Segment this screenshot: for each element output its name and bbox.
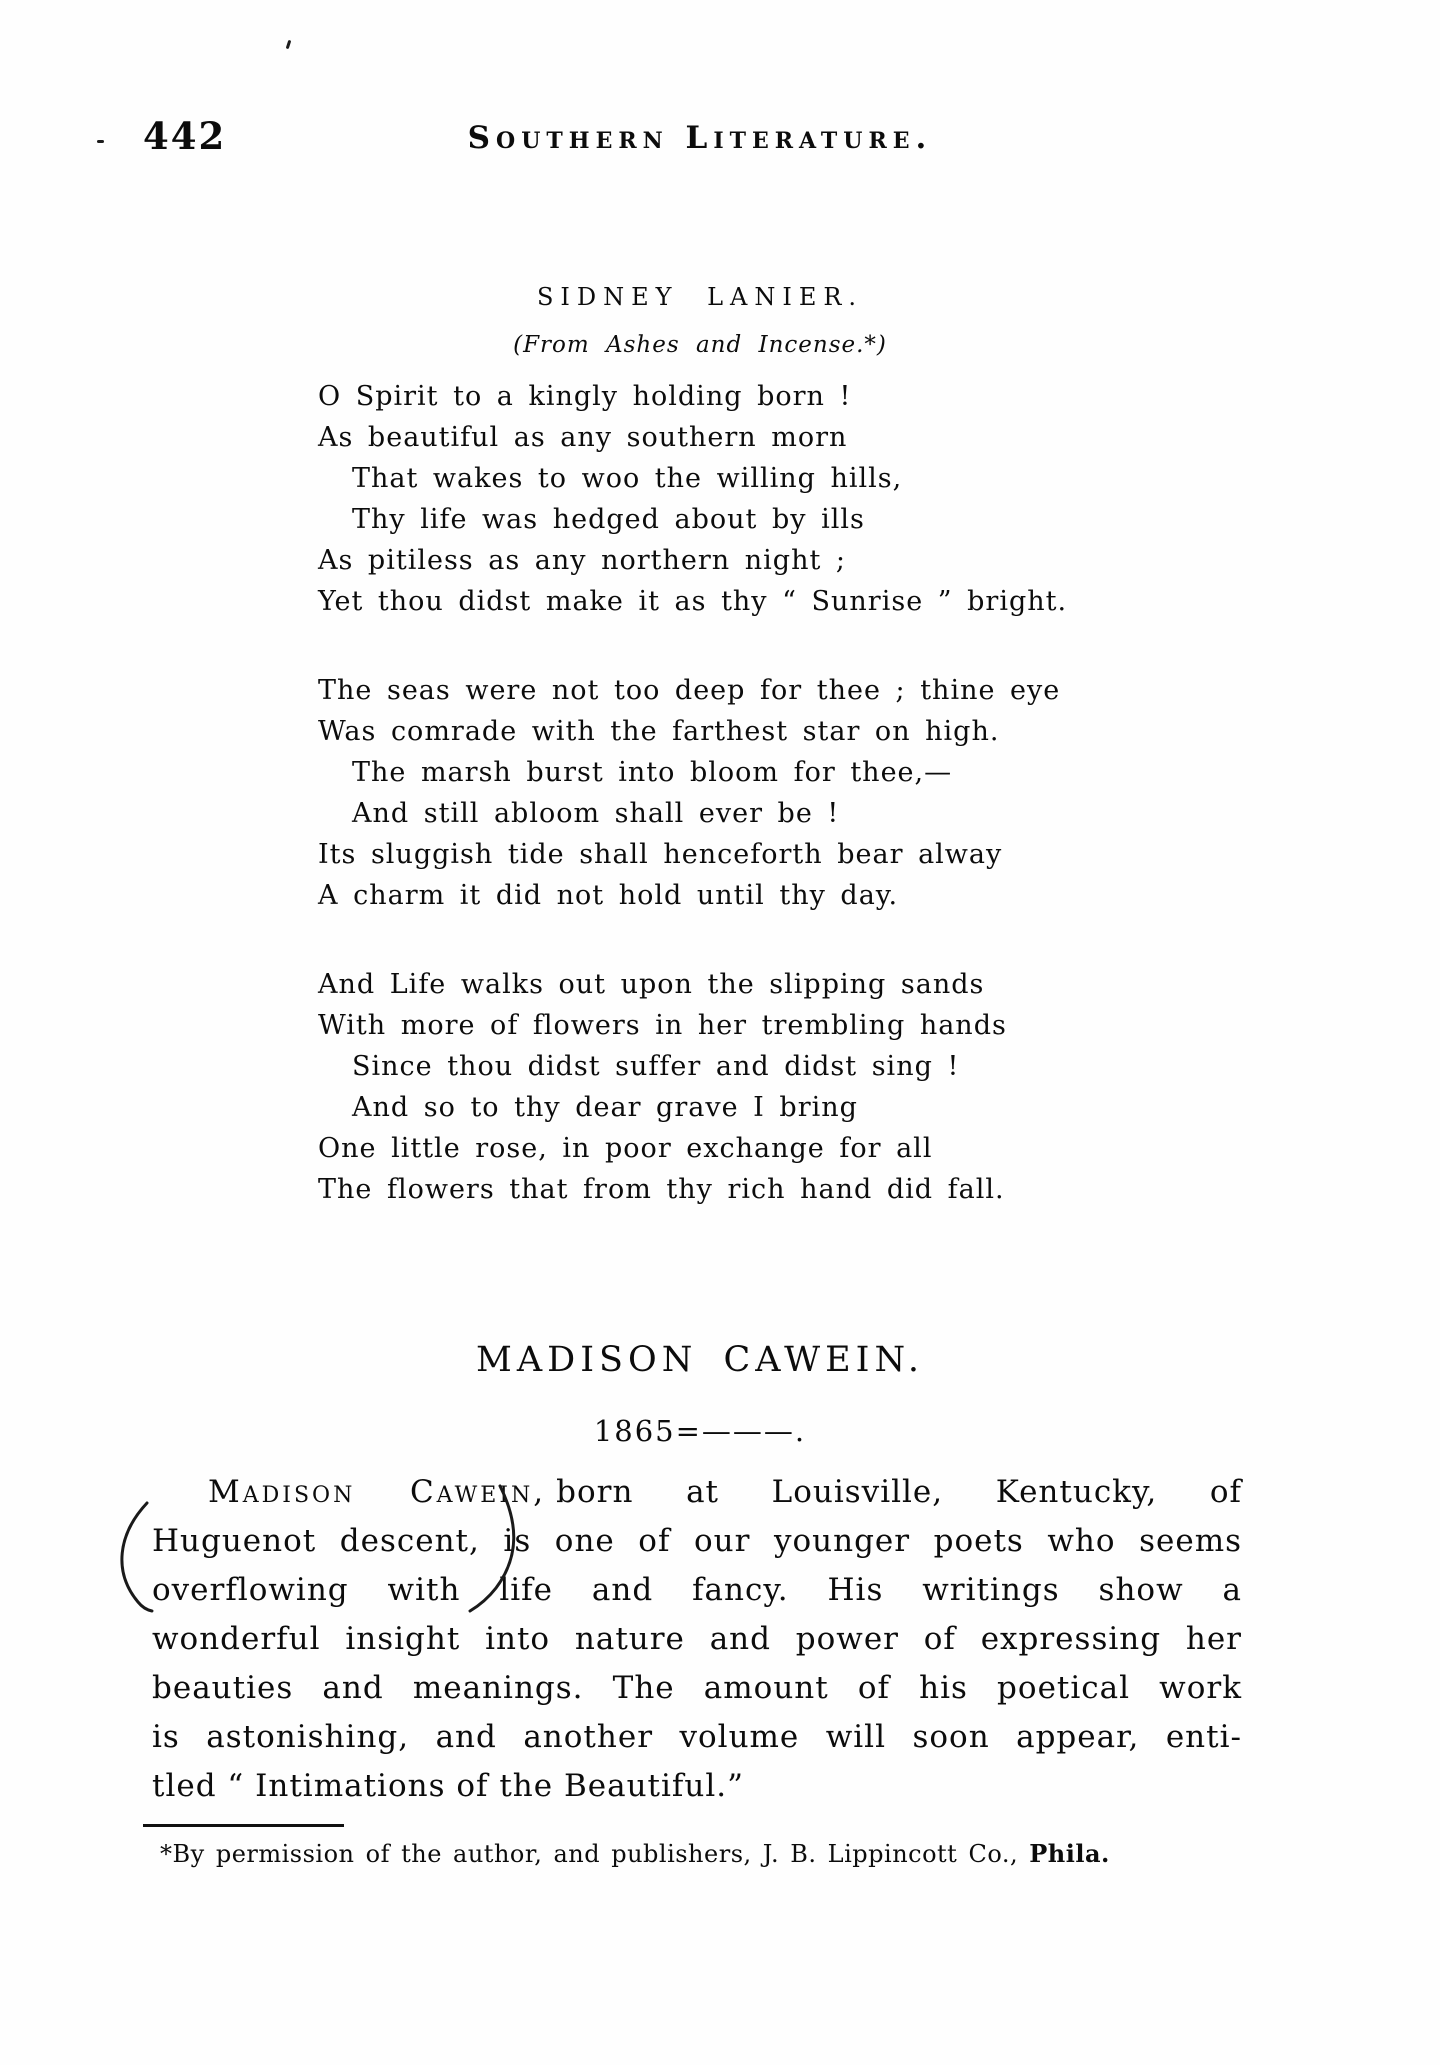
bio-line: wonderful insight into nature and power of expressing her — [152, 1621, 1242, 1657]
poem-line: As beautiful as any southern morn — [318, 422, 848, 453]
stanza-1 — [318, 376, 1067, 622]
footnote-rule — [143, 1824, 344, 1827]
footnote-text: *By permission of the author, and publishers, J. B. Lippincott Co., — [160, 1840, 1030, 1868]
scan-speck-top — [286, 40, 292, 49]
poem-line: The flowers that from thy rich hand did fall. — [318, 1174, 1005, 1205]
page-number: 442 — [143, 114, 227, 158]
poem-line: Thy life was hedged about by ills — [352, 504, 865, 535]
poem-line: O Spirit to a kingly holding born ! — [318, 381, 852, 412]
lanier-title: SIDNEY LANIER. — [536, 283, 864, 311]
poem-line: That wakes to woo the willing hills, — [352, 463, 903, 494]
footnote — [160, 1839, 1220, 1868]
poem-line: Was comrade with the farthest star on high. — [318, 716, 1000, 747]
bio-line: beauties and meanings. The amount of his poetical work — [152, 1670, 1242, 1706]
poem-line: Since thou didst suffer and didst sing ! — [352, 1051, 960, 1082]
running-head: Southern Literature. — [467, 120, 933, 156]
poem-line: And Life walks out upon the slipping sands — [318, 969, 985, 1000]
bio-lead-small-caps: Madison Cawein, — [208, 1474, 547, 1510]
poem-line: As pitiless as any northern night ; — [318, 545, 846, 576]
lanier-source-line: (From Ashes and Incense.*) — [513, 332, 887, 358]
bio-line: overflowing with life and fancy. His writings show a — [152, 1572, 1242, 1608]
lanier-poem — [318, 376, 1067, 1258]
stanza-3 — [318, 964, 1067, 1210]
poem-line: The marsh burst into bloom for thee,— — [352, 757, 953, 788]
poem-line: A charm it did not hold until thy day. — [318, 880, 899, 911]
bio-line: Huguenot descent, is one of our younger poets who seems — [152, 1523, 1242, 1559]
poem-line: One little rose, in poor exchange for all — [318, 1133, 933, 1164]
poem-line: Yet thou didst make it as thy “ Sunrise ” bright. — [318, 586, 1068, 617]
bio-line — [152, 1468, 1242, 1517]
cawein-bio-paragraph — [152, 1468, 1242, 1811]
cawein-dates: 1865=———. — [593, 1414, 807, 1448]
poem-line: The seas were not too deep for thee ; thine eye — [318, 675, 1061, 706]
pen-open-paren-mark — [122, 1503, 152, 1611]
poem-line: Its sluggish tide shall henceforth bear alway — [318, 839, 1003, 870]
bio-line: tled “ Intimations of the Beautiful.” — [152, 1768, 744, 1804]
footnote-publisher-city: Phila. — [1029, 1839, 1110, 1868]
poem-line: And still abloom shall ever be ! — [352, 798, 840, 829]
bio-line-text: born at Louisville, Kentucky, of — [556, 1474, 1242, 1510]
poem-line: And so to thy dear grave I bring — [352, 1092, 858, 1123]
stanza-2 — [318, 670, 1067, 916]
poem-line: With more of flowers in her trembling hands — [318, 1010, 1007, 1041]
cawein-section-title: MADISON CAWEIN. — [476, 1340, 924, 1380]
bio-line: is astonishing, and another volume will soon appear, enti- — [152, 1719, 1242, 1755]
